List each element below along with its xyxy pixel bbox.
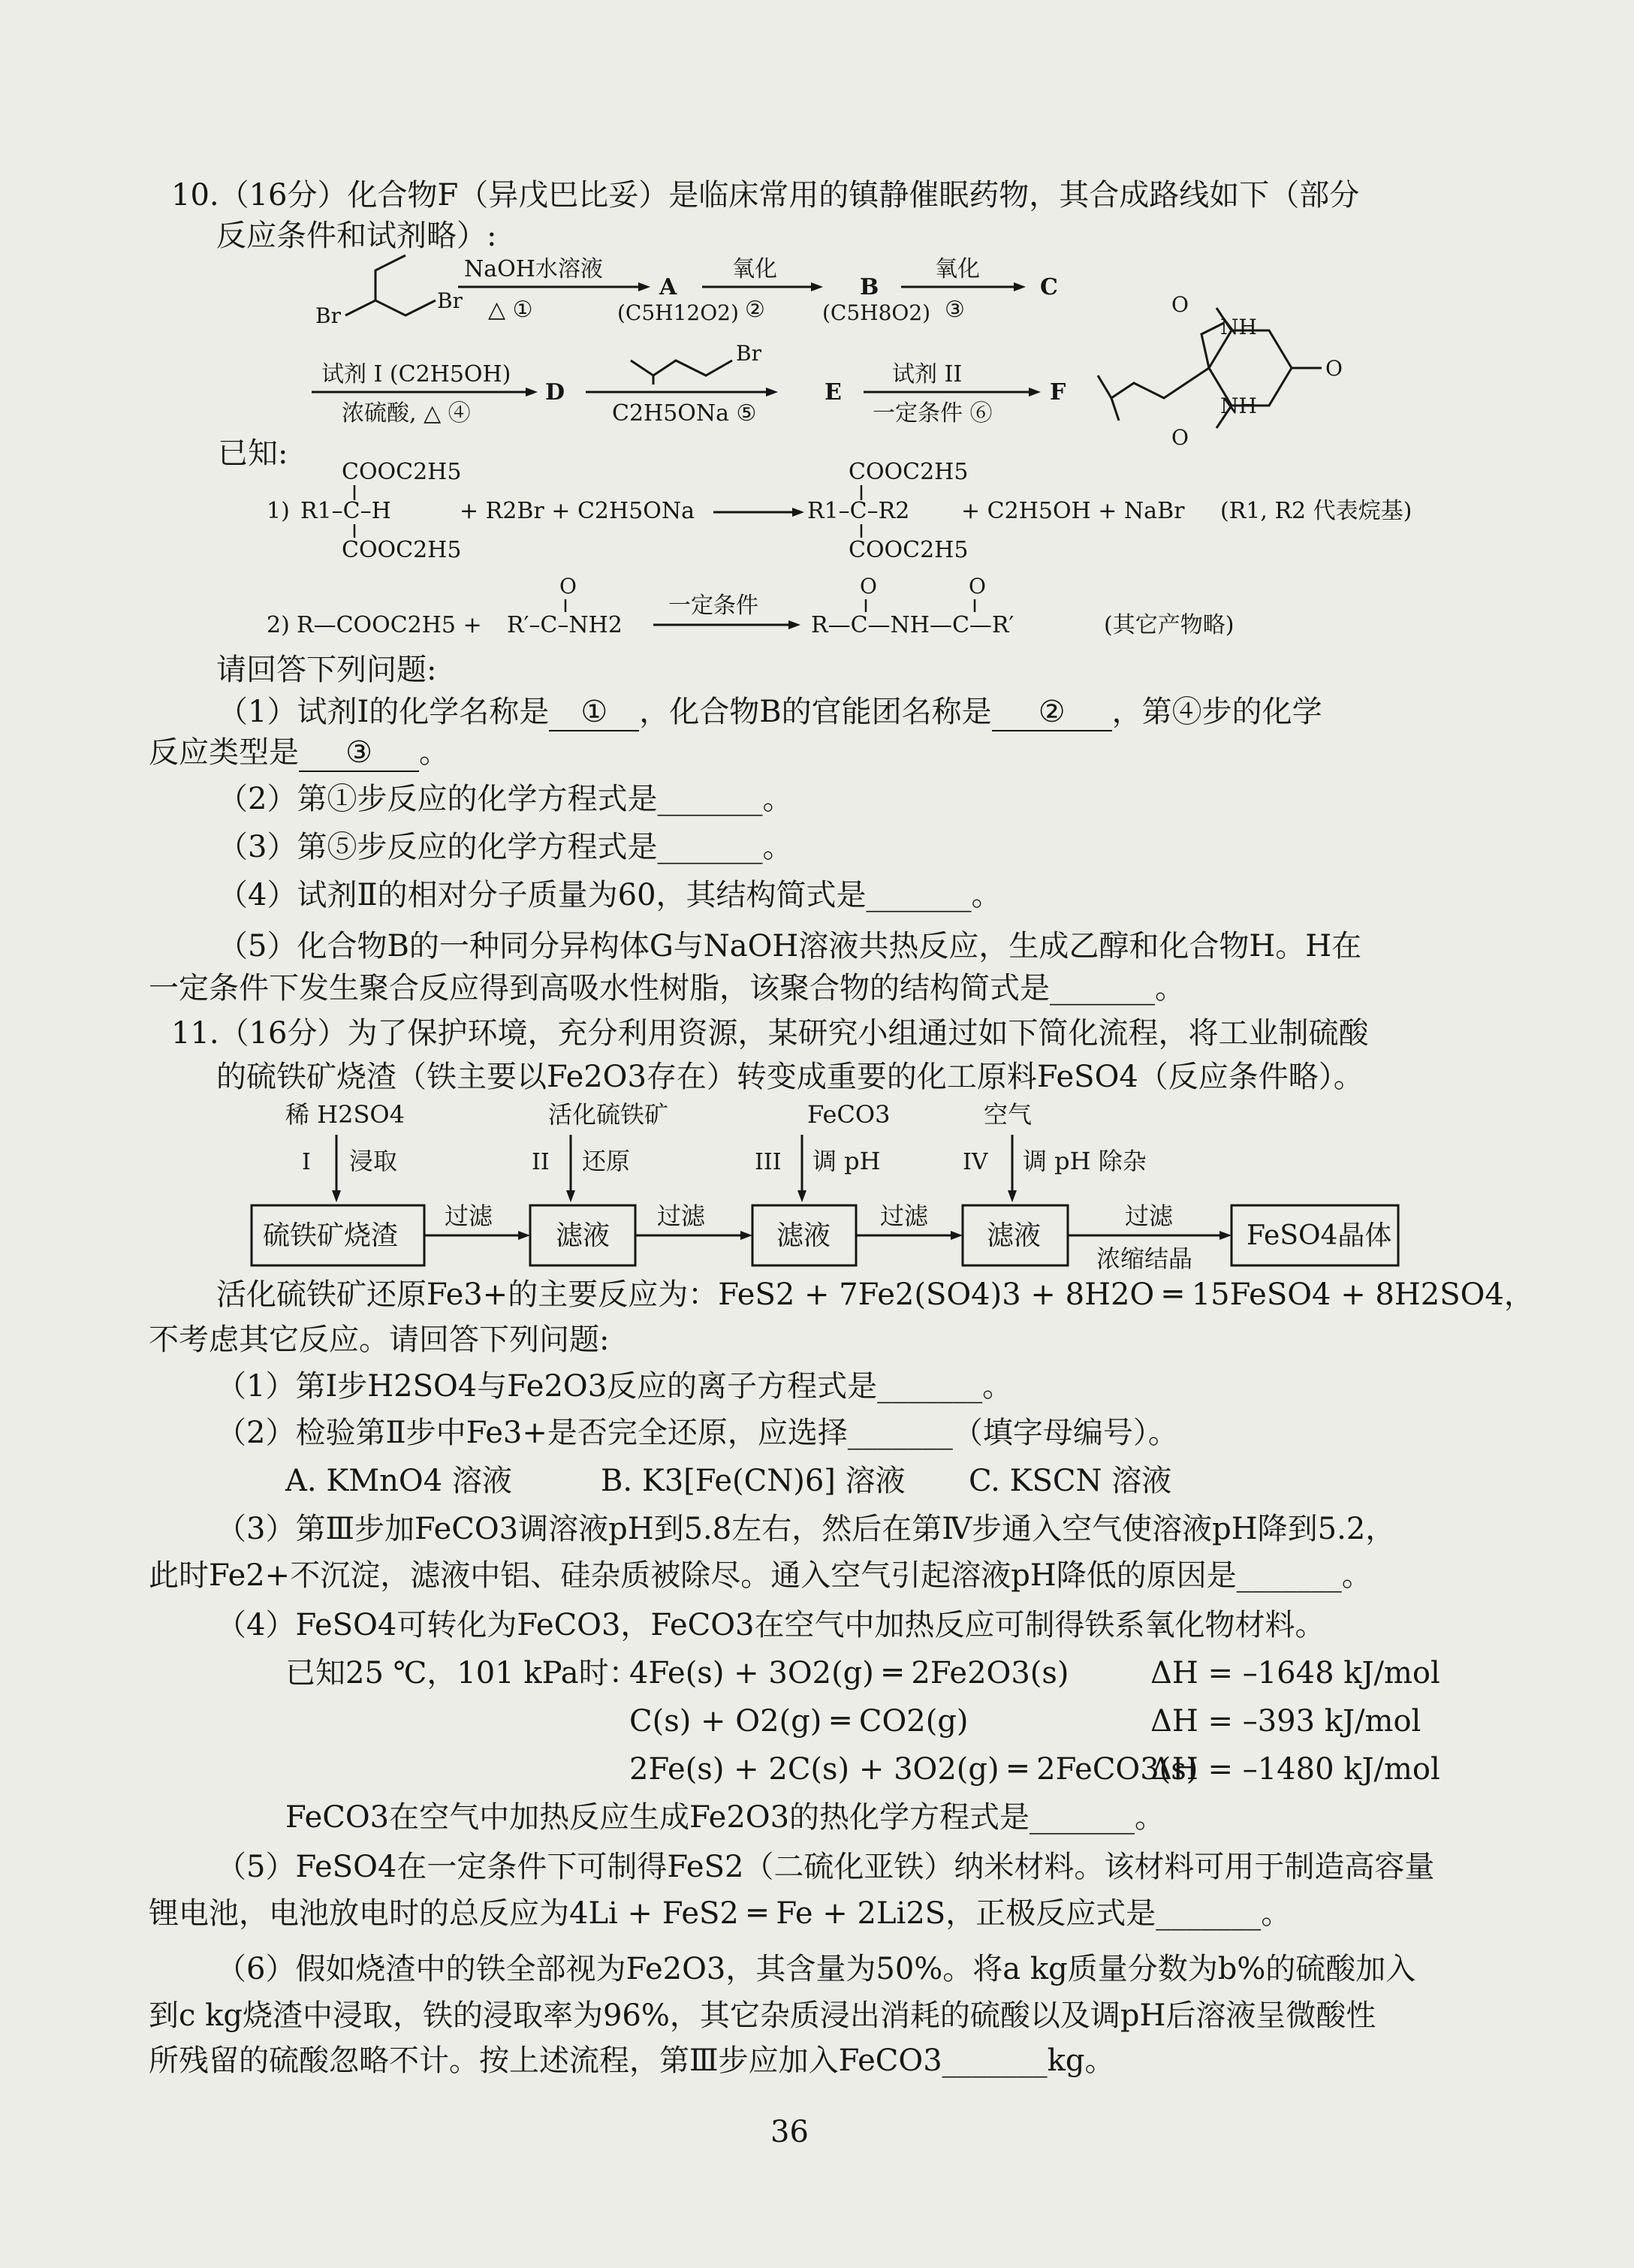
dibromide-ethyl (375, 255, 405, 300)
box-filtrate-3-label: 滤液 (987, 1220, 1042, 1251)
arrowhead-step4 (526, 388, 538, 397)
step5-condition-bottom: C2H5ONa ⑤ (612, 400, 757, 427)
q11-sub2: （2）检验第Ⅱ步中Fe3+是否完全还原，应选择_______（填字母编号）。 (216, 1416, 1178, 1450)
k1-arrowhead (792, 508, 804, 517)
filter-label-4: 过滤 (1125, 1202, 1174, 1230)
q10-sub1-line2: 反应类型是 ③ 。 (149, 734, 449, 772)
compound-a: A (659, 274, 677, 300)
step1-number: I (302, 1149, 311, 1175)
input-dilute-sulfuric-acid: 稀 H2SO4 (285, 1100, 405, 1129)
box-feso4-crystal-label: FeSO4晶体 (1247, 1220, 1392, 1251)
k2-amide-oxygen: O (559, 574, 577, 599)
blank-2[interactable]: ② (992, 694, 1112, 731)
q11-sub3-line2: 此时Fe2+不沉淀，滤液中铝、硅杂质被除尽。通入空气引起溶液pH降低的原因是_______。 (149, 1558, 1372, 1593)
q10-sub5-line2: 一定条件下发生聚合反应得到高吸水性树脂，该聚合物的结构简式是_______。 (149, 971, 1185, 1006)
q11-sub4-condition: 已知25 ℃，101 kPa时： (285, 1656, 639, 1690)
q11-option-a: A. KMnO4 溶液 (285, 1464, 512, 1498)
arrowhead-step3 (1014, 282, 1026, 291)
step6-condition-bottom: 一定条件 ⑥ (873, 400, 993, 427)
filter-label-2: 过滤 (657, 1202, 706, 1230)
k2-amide: R′–C–NH2 (507, 612, 623, 638)
q11-header-line1: 11.（16分）为了保护环境，充分利用资源，某研究小组通过如下简化流程，将工业制硫酸 (171, 1016, 1369, 1051)
step2-number: II (532, 1149, 550, 1175)
arrowhead-step6 (1029, 388, 1041, 397)
input-activated-pyrite: 活化硫铁矿 (548, 1100, 669, 1129)
q10-sub4: （4）试剂Ⅱ的相对分子质量为60，其结构简式是_______。 (218, 878, 1002, 912)
step2-condition-top: 氧化 (732, 256, 777, 282)
k2-ester: R—COOC2H5 + (297, 612, 482, 638)
input-air: 空气 (984, 1100, 1033, 1129)
compound-a-formula: (C5H12O2) (617, 300, 739, 325)
step3-label: 调 pH (812, 1147, 881, 1175)
q11-sub6-line3: 所残留的硫酸忽略不计。按上述流程，第Ⅲ步应加入FeCO3_______kg。 (149, 2043, 1115, 2078)
k1-reactant-mid: R1–C–H (300, 498, 391, 524)
br-right-label: Br (437, 288, 463, 313)
page-number: 36 (770, 2115, 809, 2149)
thermo-dh-2: ΔH = –393 kJ/mol (1150, 1704, 1421, 1739)
q11-option-b: B. K3[Fe(CN)6] 溶液 (601, 1464, 906, 1498)
q10-sub2: （2）第①步反应的化学方程式是_______。 (218, 782, 793, 816)
k1-number: 1) (267, 498, 290, 524)
k1-product-top: COOC2H5 (849, 459, 969, 485)
filter-label-3: 过滤 (880, 1202, 929, 1230)
k1-byproducts: + C2H5OH + NaBr (961, 498, 1185, 524)
br-left-label: Br (315, 303, 341, 328)
k1-reactant-bottom: COOC2H5 (342, 537, 462, 563)
step3-condition-bottom: ③ (945, 297, 965, 323)
k2-condition: 一定条件 (668, 593, 758, 619)
f-oxygen-top: O (1171, 292, 1189, 317)
thermo-eq-1: 4Fe(s) + 3O2(g) ═ 2Fe2O3(s) (629, 1656, 1069, 1690)
q11-sub5-line2: 锂电池，电池放电时的总反应为4Li + FeS2 ═ Fe + 2Li2S，正极反应式是_______。 (149, 1896, 1292, 1931)
k2-product: R—C—NH—C—R′ (811, 612, 1014, 638)
compound-b: B (860, 274, 879, 300)
q11-sub6-line2: 到c kg烧渣中浸取，铁的浸取率为96%，其它杂质浸出消耗的硫酸以及调pH后溶液呈微酸性 (149, 1998, 1376, 2033)
f-oxygen-right: O (1325, 356, 1343, 381)
compound-d: D (545, 379, 565, 406)
concentrate-crystallize-label: 浓缩结晶 (1096, 1244, 1193, 1273)
box-filtrate-1-label: 滤液 (556, 1220, 610, 1251)
step1-condition-bottom: △ ① (488, 297, 533, 323)
input-feco3: FeCO3 (807, 1100, 891, 1129)
k1-reactant-top: COOC2H5 (342, 459, 462, 485)
f-nh-bottom: NH (1220, 394, 1257, 418)
k2-note: (其它产物略) (1104, 612, 1235, 638)
q11-header-line2: 的硫铁矿烧渣（铁主要以Fe2O3存在）转变成重要的化工原料FeSO4（反应条件略）。 (216, 1060, 1364, 1094)
isoamyl-br-label: Br (736, 341, 761, 366)
k2-product-oxygen-2: O (969, 574, 986, 599)
step4-number: IV (963, 1149, 988, 1175)
filter-label-1: 过滤 (445, 1202, 493, 1230)
k1-note: (R1, R2 代表烷基) (1220, 498, 1412, 524)
step4-condition-top: 试剂 I (C2H5OH) (321, 361, 511, 388)
isoamyl-bromide-skeleton (631, 360, 732, 375)
compound-e: E (825, 379, 842, 406)
q11-reaction-line1: 活化硫铁矿还原Fe3+的主要反应为：FeS2 + 7Fe2(SO4)3 + 8H2O ═ 15FeSO4 + 8H2SO4， (216, 1277, 1534, 1312)
synthesis-route-row2 (0, 338, 1634, 443)
arrowhead-step5 (766, 388, 778, 397)
thermo-dh-3: ΔH = –1480 kJ/mol (1150, 1752, 1440, 1787)
k1-product-bottom: COOC2H5 (849, 537, 969, 563)
q11-reaction-line2: 不考虑其它反应。请回答下列问题: (149, 1322, 610, 1357)
k1-product-mid: R1–C–R2 (807, 498, 910, 524)
k2-number: 2) (267, 612, 290, 638)
k2-arrowhead (788, 620, 800, 629)
known-label: 已知: (218, 436, 288, 471)
q10-header-line2: 反应条件和试剂略）: (216, 219, 497, 253)
q11-option-c: C. KSCN 溶液 (969, 1464, 1172, 1498)
q11-sub5-line1: （5）FeSO4在一定条件下可制得FeS2（二硫化亚铁）纳米材料。该材料可用于制造高容量 (216, 1850, 1435, 1884)
step2-label: 还原 (582, 1147, 631, 1175)
compound-c: C (1040, 274, 1058, 300)
q11-sub3-line1: （3）第Ⅲ步加FeCO3调溶液pH到5.8左右，然后在第Ⅳ步通入空气使溶液pH降到5.2， (216, 1512, 1396, 1546)
step1-label: 浸取 (349, 1147, 398, 1175)
step1-condition-top: NaOH水溶液 (464, 256, 603, 282)
q10-ask: 请回答下列问题: (216, 653, 437, 687)
q10-header-line1: 10.（16分）化合物F（异戊巴比妥）是临床常用的镇静催眠药物，其合成路线如下（部分 (171, 178, 1360, 213)
step6-condition-top: 试剂 II (892, 361, 963, 388)
step4-condition-bottom: 浓硫酸, △ ④ (342, 400, 471, 427)
thermo-eq-2: C(s) + O2(g) ═ CO2(g) (629, 1704, 969, 1739)
box-cinder-label: 硫铁矿烧渣 (263, 1220, 399, 1251)
blank-3[interactable]: ③ (299, 734, 419, 772)
process-flow-diagram (0, 1093, 1634, 1295)
q11-sub4-question: FeCO3在空气中加热反应生成Fe2O3的热化学方程式是_______。 (285, 1800, 1165, 1835)
q10-sub3: （3）第⑤步反应的化学方程式是_______。 (218, 830, 793, 864)
q10-sub5-line1: （5）化合物B的一种同分异构体G与NaOH溶液共热反应，生成乙醇和化合物H。H在 (218, 929, 1362, 964)
f-oxygen-bottom: O (1171, 425, 1189, 450)
dibromide-skeleton (345, 300, 436, 315)
q10-sub1-line1: （1）试剂Ⅰ的化学名称是 ① ，化合物B的官能团名称是 ② ，第④步的化学 (218, 694, 1322, 731)
box-filtrate-2-label: 滤液 (776, 1220, 831, 1251)
step2-condition-bottom: ② (745, 297, 765, 323)
f-nh-top: NH (1220, 315, 1257, 339)
thermo-eq-3: 2Fe(s) + 2C(s) + 3O2(g) ═ 2FeCO3(s) (629, 1752, 1198, 1787)
step4-label: 调 pH 除杂 (1023, 1147, 1147, 1175)
k1-reagents: + R2Br + C2H5ONa (460, 498, 695, 524)
q11-sub1: （1）第Ⅰ步H2SO4与Fe2O3反应的离子方程式是_______。 (216, 1369, 1013, 1404)
step3-condition-top: 氧化 (935, 256, 980, 282)
step3-number: III (755, 1149, 782, 1175)
k2-product-oxygen-1: O (860, 574, 877, 599)
blank-1[interactable]: ① (549, 694, 639, 731)
compound-f: F (1050, 379, 1066, 406)
thermo-dh-1: ΔH = –1648 kJ/mol (1150, 1656, 1440, 1690)
q11-sub4: （4）FeSO4可转化为FeCO3，FeCO3在空气中加热反应可制得铁系氧化物材料。 (216, 1608, 1325, 1642)
known-reactions (0, 458, 1634, 683)
arrowhead-step2 (811, 282, 823, 291)
q11-sub6-line1: （6）假如烧渣中的铁全部视为Fe2O3，其含量为50%。将a kg质量分数为b%的硫酸加入 (216, 1952, 1416, 1986)
arrowhead-step1 (638, 282, 650, 291)
compound-b-formula: (C5H8O2) (822, 300, 931, 325)
